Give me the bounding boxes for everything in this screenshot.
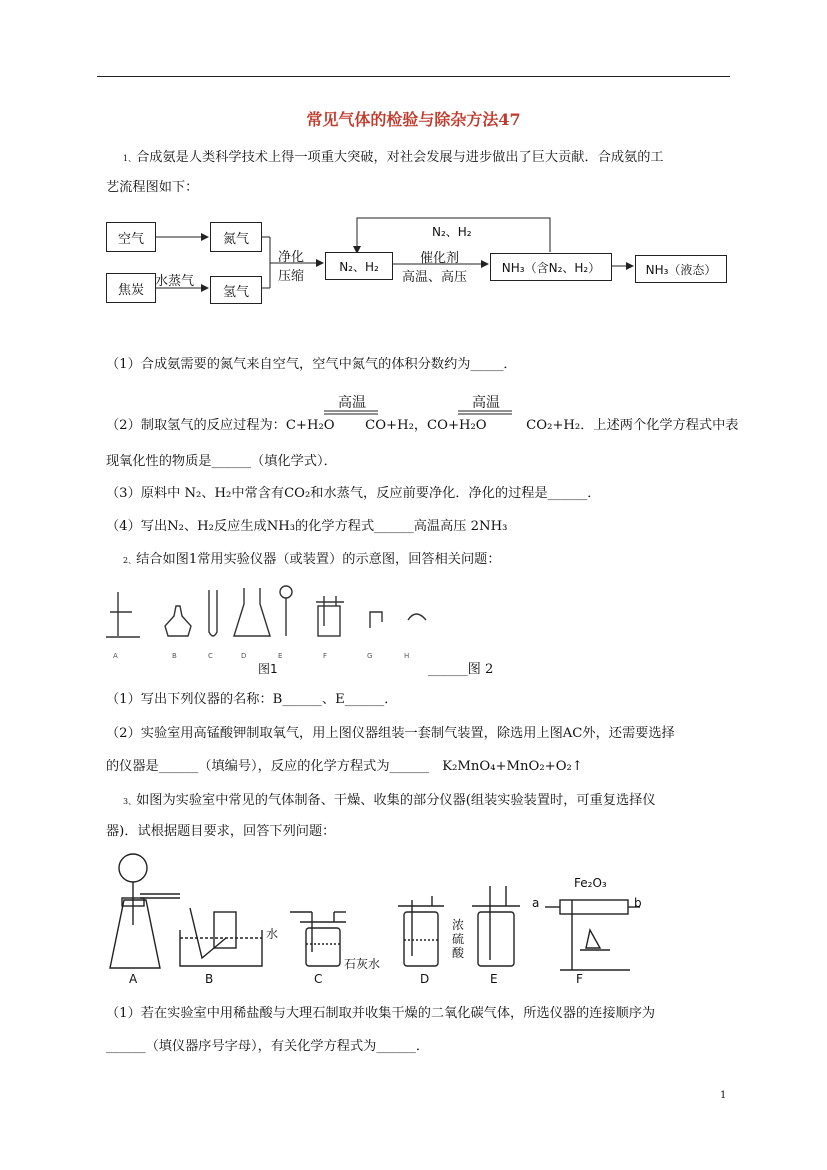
flow-label-purify: 净化 [278,250,305,265]
q1-sub2-line2: 现氧化性的物质是______（填化学式）． [106,454,337,469]
q2-number: 2、 [123,556,137,565]
acid-char-3: 酸 [452,946,465,960]
q2-sub2-line1: （2）实验室用高锰酸钾制取氧气，用上图仪器组装一套制气装置，除选用上图AC外，还需要选择 [106,726,675,741]
q3-intro-text: 如图为实验室中常见的气体制备、干燥、收集的部分仪器(组装实验装置时，可重复选择仪 [136,793,656,808]
fig3-outlet-b: b [634,896,642,910]
q1-sub2-line1: （2）制取氢气的反应过程为：C+H₂O CO+H₂，CO+H₂O CO₂+H₂．上述两个化学方程式中表 [106,418,739,433]
flow-box-nh3-liquid: NH₃（液态） [635,255,727,283]
fig3-label-a: A [129,972,138,986]
fig1-label-a: A [113,652,118,660]
q2-sub2-line2: 的仪器是______（填编号），反应的化学方程式为______ K₂MnO₄+MnO₂+O₂↑ [106,759,583,774]
flow-label-steam: 水蒸气 [155,274,195,289]
fig3-label-b: B [205,972,214,986]
page-number: 1 [720,1090,727,1101]
fig1-label-g: G [367,652,373,660]
flow-label-catalyst: 催化剂 [420,251,460,266]
fig3-label-d: D [420,972,430,986]
flow-box-nh3-mix: NH₃（含N₂、H₂） [490,253,612,281]
q1-sub3: （3）原料中 N₂、H₂中常含有CO₂和水蒸气，反应前要净化．净化的过程是______． [106,486,601,501]
fig2-caption: ______图 2 [428,662,494,677]
fig1-label-b: B [172,652,177,660]
q3-sub1-line2: ______（填仪器序号字母），有关化学方程式为______． [106,1039,430,1054]
q1-number: 1、 [123,154,137,163]
q3-intro-line2: 器)．试根据题目要求，回答下列问题： [106,824,336,839]
q1-condition-high-temp-1: 高温 [338,395,366,411]
flow-box-coke: 焦炭 [106,273,156,303]
fig3-label-f: F [576,972,583,986]
fig1-label-c: C [208,652,213,660]
fig1-label-h: H [404,652,410,660]
fig1-caption: 图1 [258,662,278,676]
flow-label-condition: 高温、高压 [402,270,468,285]
q1-condition-high-temp-2: 高温 [472,395,500,411]
fig1-label-e: E [278,652,283,660]
flow-label-compress: 压缩 [278,269,305,284]
acid-char-1: 浓 [452,918,465,932]
fig1-label-f: F [323,652,328,660]
q2-sub1: （1）写出下列仪器的名称：B______、E______． [106,692,398,707]
flow-box-nitrogen: 氮气 [210,222,262,252]
flow-box-air: 空气 [106,222,156,252]
fig3-fe2o3-label: Fe₂O₃ [574,876,607,890]
fig3-acid-label [452,918,464,960]
q3-sub1-line1: （1）若在实验室中用稀盐酸与大理石制取并收集干燥的二氧化碳气体，所选仪器的连接顺序为 [106,1006,656,1021]
fig3-label-c: C [314,972,323,986]
q1-sub4: （4）写出N₂、H₂反应生成NH₃的化学方程式______高温高压 2NH₃ [106,519,508,534]
fig3-inlet-a: a [532,896,540,910]
fig3-water-label: 水 [266,927,279,941]
fig1-label-d: D [241,652,247,660]
q1-sub1: （1）合成氨需要的氮气来自空气，空气中氮气的体积分数约为_____． [106,357,517,372]
fig3-limewater-label: 石灰水 [344,957,381,971]
q1-intro-line2: 艺流程图如下： [106,180,199,195]
flow-box-n2h2: N₂、H₂ [325,252,393,280]
flow-label-recycle: N₂、H₂ [432,225,472,239]
q2-intro-text: 结合如图1常用实验仪器（或装置）的示意图，回答相关问题： [136,552,501,567]
page-title: 常见气体的检验与除杂方法47 [306,110,521,129]
q1-intro-text: 合成氨是人类科学技术上得一项重大突破，对社会发展与进步做出了巨大贡献．合成氨的工 [136,150,664,165]
acid-char-2: 硫 [452,932,465,946]
q3-number: 3、 [123,797,137,806]
fig3-label-e: E [490,972,498,986]
flow-box-hydrogen: 氢气 [210,276,262,304]
